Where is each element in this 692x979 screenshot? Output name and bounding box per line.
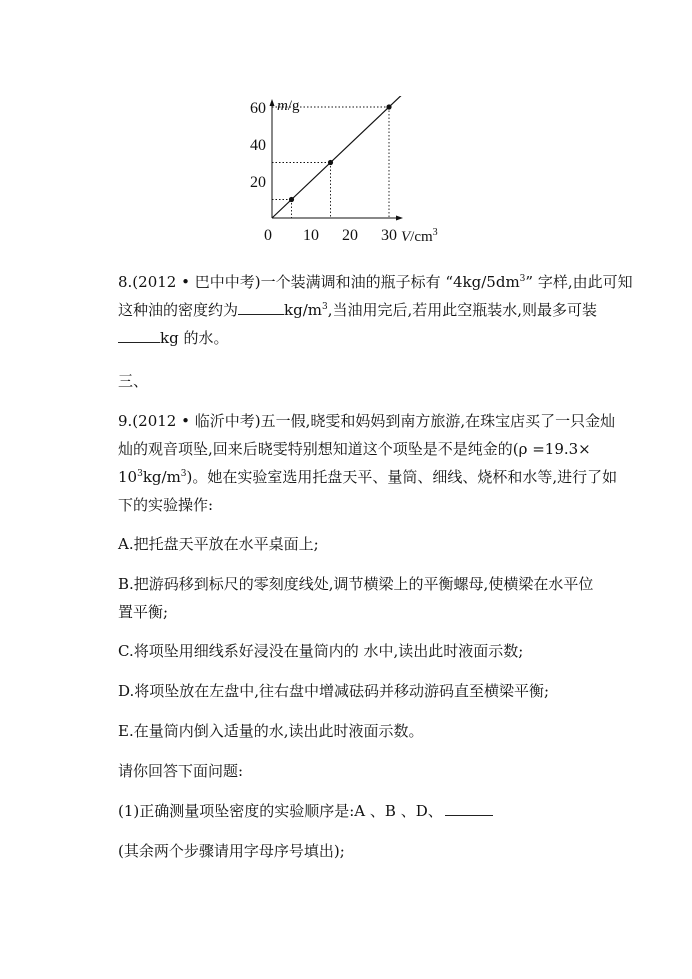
step-e-text: E.在量筒内倒入适量的水,读出此时液面示数。 — [118, 722, 424, 740]
x-axis-arrow — [396, 216, 403, 221]
step-e — [118, 717, 588, 745]
answer-prompt — [118, 757, 588, 785]
step-a-text: A.把托盘天平放在水平桌面上; — [118, 535, 319, 553]
y-tick-label: 60 — [250, 100, 266, 117]
q9-line-1: 9.(2012 • 临沂中考)五一假,晓雯和妈妈到南方旅游,在珠宝店买了一只金灿 — [118, 412, 616, 430]
data-point — [386, 104, 391, 109]
y-axis-label: m/g — [277, 98, 300, 114]
x-tick-label: 10 — [303, 227, 319, 244]
sub1-line: (1)正确测量项坠密度的实验顺序是:A 、B 、D、 — [118, 797, 588, 825]
q9-line-3: $10^3kg/m^3$)。她在实验室选用托盘天平、量筒、细线、烧杯和水等,进行了如 — [118, 468, 618, 486]
sub1-note-text: (其余两个步骤请用字母序号填出); — [118, 842, 345, 860]
sub-question-1 — [118, 797, 588, 825]
step-b-line-2: 置平衡; — [118, 603, 169, 621]
y-axis-arrow — [270, 99, 275, 106]
x-tick-label: 20 — [342, 227, 358, 244]
mass-volume-chart — [240, 96, 455, 254]
step-c-text: C.将项坠用细线系好浸没在量筒内的 水中,读出此时液面示数; — [118, 642, 524, 660]
q8-blank-density[interactable] — [238, 300, 284, 315]
question-8 — [118, 268, 633, 352]
answer-prompt-text: 请你回答下面问题: — [118, 762, 244, 780]
sub-question-1-note — [118, 837, 588, 865]
x-axis-label: $V/cm^3$ — [401, 227, 438, 245]
step-b-line-1: B.把游码移到标尺的零刻度线处,调节横梁上的平衡螺母,使横梁在水平位 — [118, 575, 594, 593]
q8-blank-water-mass[interactable] — [118, 328, 160, 343]
step-c — [118, 637, 588, 665]
question-9 — [118, 407, 618, 519]
x-tick-label: 30 — [381, 227, 397, 244]
data-point — [328, 160, 333, 165]
data-point — [289, 197, 294, 202]
step-b — [118, 570, 594, 626]
q8-line-1: 8.(2012 • 巴中中考)一个装满调和油的瓶子标有 “$4kg/5dm^3$” 字样,由此可知 — [118, 273, 633, 291]
q8-line-2: 这种油的密度约为 $kg/m^3$,当油用完后,若用此空瓶装水,则最多可装 — [118, 301, 598, 319]
chart-svg — [240, 96, 455, 254]
sub1-blank-order[interactable] — [445, 801, 493, 816]
step-a — [118, 530, 588, 558]
step-d — [118, 677, 588, 705]
y-tick-label: 20 — [250, 174, 266, 191]
step-d-text: D.将项坠放在左盘中,往右盘中增减砝码并移动游码直至横梁平衡; — [118, 682, 550, 700]
y-tick-label: 40 — [250, 137, 266, 154]
x-tick-label: 0 — [264, 227, 272, 244]
q9-line-4: 下的实验操作: — [118, 496, 214, 514]
section-heading-3: 三、 — [118, 372, 149, 390]
q9-line-2: 灿的观音项坠,回来后晓雯特别想知道这个项坠是不是纯金的(ρ =19.3× — [118, 440, 591, 458]
q8-line-3: kg 的水。 — [118, 324, 588, 352]
